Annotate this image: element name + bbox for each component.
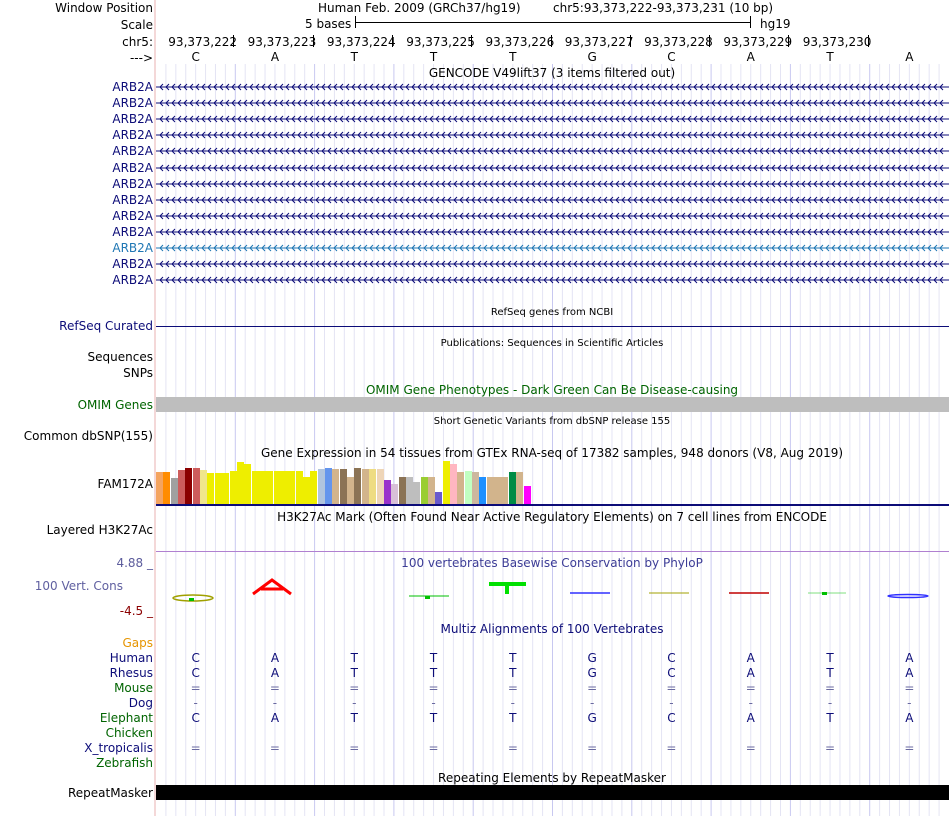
- multiz-base: T: [826, 711, 834, 725]
- multiz-base: G: [587, 666, 597, 680]
- gencode-title: GENCODE V49lift37 (3 items filtered out): [428, 66, 676, 80]
- gtex-tissue-bar[interactable]: [281, 471, 288, 504]
- gencode-item-label[interactable]: ARB2A: [112, 241, 153, 255]
- gencode-item-line[interactable]: [156, 257, 949, 271]
- publications-snps-label[interactable]: SNPs: [123, 366, 153, 380]
- gtex-tissue-bar[interactable]: [524, 486, 531, 504]
- multiz-base: T: [429, 651, 438, 665]
- gtex-tissue-bar[interactable]: [421, 477, 428, 504]
- repeatmasker-label[interactable]: RepeatMasker: [67, 786, 153, 800]
- phylop-mark-3-bar: [425, 596, 430, 599]
- gtex-tissue-bar[interactable]: [509, 472, 516, 504]
- scale-bar: [355, 22, 751, 23]
- omim-gene-bar[interactable]: [156, 397, 949, 412]
- multiz-base: =: [904, 681, 915, 695]
- multiz-base: T: [509, 711, 517, 725]
- gtex-tissue-bar[interactable]: [325, 468, 332, 504]
- scale-text: 5 bases: [305, 17, 352, 31]
- gtex-tissue-bar[interactable]: [244, 464, 251, 504]
- gtex-tissue-bar[interactable]: [465, 471, 472, 504]
- gtex-tissue-bar[interactable]: [516, 472, 523, 504]
- reference-base: T: [429, 50, 438, 64]
- phylop-max-label: 4.88 _: [116, 556, 153, 570]
- gtex-tissue-bar[interactable]: [156, 472, 163, 504]
- multiz-base: -: [272, 696, 278, 710]
- gtex-tissue-bar[interactable]: [332, 469, 339, 504]
- gtex-tissue-bar[interactable]: [215, 473, 222, 504]
- gtex-tissue-bar[interactable]: [413, 482, 420, 504]
- scale-label: Scale: [120, 18, 153, 32]
- gencode-item-label[interactable]: ARB2A: [112, 273, 153, 288]
- gencode-item-label[interactable]: ARB2A: [112, 176, 153, 191]
- multiz-base: A: [270, 711, 280, 725]
- gencode-item-line[interactable]: [156, 128, 949, 142]
- multiz-base: T: [429, 711, 438, 725]
- position-tick-label: 93,373,225: [406, 35, 475, 49]
- position-tick-label: 93,373,228: [644, 35, 713, 49]
- gtex-tissue-bar[interactable]: [377, 469, 384, 504]
- multiz-base: =: [587, 681, 598, 695]
- multiz-base: T: [509, 651, 517, 665]
- assembly-text: Human Feb. 2009 (GRCh37/hg19): [318, 1, 521, 15]
- gencode-item-line[interactable]: [156, 225, 949, 239]
- gtex-tissue-bar[interactable]: [266, 471, 273, 504]
- gtex-tissue-bar[interactable]: [310, 471, 317, 504]
- gencode-item-label[interactable]: ARB2A: [112, 144, 153, 159]
- gtex-tissue-bar[interactable]: [230, 471, 237, 504]
- reference-base: C: [191, 50, 200, 64]
- gtex-title: Gene Expression in 54 tissues from GTEx RNA-seq of 17382 samples, 948 donors (V8, Aug 2019): [260, 446, 844, 460]
- multiz-base: -: [510, 696, 516, 710]
- multiz-base: -: [193, 696, 198, 710]
- multiz-base: T: [509, 666, 517, 680]
- multiz-base: T: [826, 651, 834, 665]
- publications-title: Publications: Sequences in Scientific Articles: [440, 338, 664, 349]
- position-tick: [551, 35, 552, 47]
- multiz-base: =: [587, 741, 598, 755]
- multiz-base: A: [905, 711, 914, 725]
- multiz-base: -: [352, 696, 357, 710]
- window-position-label: Window Position: [55, 1, 153, 15]
- strand-label: --->: [129, 51, 153, 65]
- multiz-base: C: [667, 711, 676, 725]
- multiz-base: =: [825, 681, 836, 695]
- multiz-base: A: [270, 651, 280, 665]
- position-tick: [868, 35, 869, 47]
- gencode-item-label[interactable]: ARB2A: [112, 128, 153, 143]
- multiz-base: C: [191, 666, 200, 680]
- gtex-tissue-bar[interactable]: [171, 478, 178, 504]
- gtex-tissue-bar[interactable]: [303, 477, 310, 504]
- multiz-base: A: [746, 666, 755, 680]
- multiz-species-label[interactable]: Rhesus: [109, 666, 153, 680]
- multiz-base: C: [191, 651, 200, 665]
- gtex-tissue-bar[interactable]: [193, 468, 200, 504]
- multiz-base: =: [190, 741, 201, 755]
- multiz-base: A: [746, 651, 755, 665]
- multiz-base: C: [667, 666, 676, 680]
- multiz-title: Multiz Alignments of 100 Vertebrates: [440, 622, 664, 636]
- gtex-tissue-bar[interactable]: [340, 469, 347, 504]
- gencode-item-label[interactable]: ARB2A: [112, 192, 153, 207]
- gtex-tissue-bar[interactable]: [185, 468, 192, 504]
- reference-base: T: [826, 50, 834, 64]
- repeatmasker-bar[interactable]: [156, 785, 949, 800]
- gencode-item-label[interactable]: ARB2A: [112, 96, 153, 111]
- reference-base: T: [509, 50, 517, 64]
- omim-label[interactable]: OMIM Genes: [77, 398, 153, 412]
- multiz-base: G: [587, 651, 597, 665]
- phylop-mark-9: [888, 595, 928, 598]
- multiz-base: C: [667, 651, 676, 665]
- multiz-base: A: [905, 651, 914, 665]
- dbsnp-title: Short Genetic Variants from dbSNP release 155: [433, 416, 671, 427]
- h3k27ac-label[interactable]: Layered H3K27Ac: [46, 523, 153, 537]
- gtex-tissue-bar[interactable]: [384, 480, 391, 504]
- multiz-base: =: [349, 681, 360, 695]
- gtex-tissue-bar[interactable]: [237, 462, 244, 504]
- gtex-tissue-bar[interactable]: [501, 477, 508, 504]
- gencode-item-label[interactable]: ARB2A: [112, 112, 153, 127]
- gtex-gene-line: [156, 504, 949, 506]
- position-tick: [788, 35, 789, 47]
- multiz-base: T: [350, 651, 358, 665]
- multiz-base: =: [507, 741, 518, 755]
- phylop-min-label: -4.5 _: [119, 604, 153, 618]
- gencode-item-line[interactable]: [156, 96, 949, 110]
- gencode-item-label[interactable]: ARB2A: [112, 80, 153, 94]
- multiz-base: -: [907, 696, 912, 710]
- reference-base: C: [667, 50, 676, 64]
- gtex-tissue-bar[interactable]: [479, 477, 486, 504]
- gencode-item-label[interactable]: ARB2A: [112, 224, 153, 239]
- multiz-base: -: [827, 696, 833, 710]
- gtex-tissue-bar[interactable]: [259, 471, 266, 504]
- gencode-item-label[interactable]: ARB2A: [112, 208, 153, 223]
- multiz-species-label[interactable]: Human: [109, 651, 153, 665]
- gtex-tissue-bar[interactable]: [274, 471, 281, 504]
- multiz-base: =: [190, 681, 201, 695]
- gtex-tissue-bar[interactable]: [406, 477, 413, 504]
- gtex-tissue-bar[interactable]: [435, 492, 442, 504]
- gtex-tissue-bar[interactable]: [318, 469, 325, 504]
- gtex-tissue-bar[interactable]: [391, 484, 398, 504]
- position-tick-label: 93,373,226: [485, 35, 555, 49]
- position-tick-label: 93,373,229: [723, 35, 793, 49]
- position-tick: [471, 35, 472, 47]
- gtex-tissue-bar[interactable]: [494, 477, 501, 504]
- gtex-label[interactable]: FAM172A: [97, 477, 153, 491]
- reference-base: G: [587, 50, 597, 64]
- repeatmasker-title: Repeating Elements by RepeatMasker: [438, 771, 666, 785]
- position-tick-label: 93,373,227: [564, 35, 634, 49]
- gtex-tissue-bar[interactable]: [354, 468, 361, 504]
- gtex-tissue-bar[interactable]: [399, 477, 406, 504]
- multiz-base: G: [587, 711, 597, 725]
- scale-bar-right-tick: [750, 16, 751, 28]
- gencode-item-line[interactable]: [156, 193, 949, 207]
- multiz-base: T: [350, 711, 358, 725]
- position-tick: [630, 35, 631, 47]
- h3k27ac-title: H3K27Ac Mark (Often Found Near Active Regulatory Elements) on 7 cell lines from ENCODE: [277, 510, 827, 524]
- multiz-base: -: [589, 696, 595, 710]
- reference-base: A: [270, 50, 280, 64]
- phylop-mark-8: [822, 592, 827, 595]
- multiz-species-label[interactable]: Zebrafish: [96, 756, 153, 770]
- position-tick: [392, 35, 393, 47]
- position-tick-label: 93,373,230: [802, 35, 872, 49]
- position-tick: [233, 35, 234, 47]
- gencode-item-line[interactable]: [156, 273, 949, 287]
- multiz-base: =: [666, 741, 677, 755]
- gencode-item-label[interactable]: ARB2A: [112, 160, 153, 175]
- gtex-tissue-bar[interactable]: [450, 464, 457, 504]
- gtex-tissue-bar[interactable]: [222, 473, 229, 504]
- gtex-tissue-bar[interactable]: [296, 471, 303, 504]
- publications-sequences-label[interactable]: Sequences: [87, 350, 153, 364]
- gtex-bar-chart[interactable]: [156, 460, 536, 504]
- reference-base: A: [746, 50, 755, 64]
- gtex-tissue-bar[interactable]: [443, 461, 450, 504]
- dbsnp-label[interactable]: Common dbSNP(155): [23, 429, 153, 443]
- phylop-plot[interactable]: [156, 570, 949, 610]
- gtex-tissue-bar[interactable]: [207, 473, 214, 504]
- multiz-base: =: [745, 681, 756, 695]
- scale-db: hg19: [760, 17, 791, 31]
- gtex-tissue-bar[interactable]: [362, 469, 369, 504]
- gencode-item-line[interactable]: [156, 241, 949, 255]
- multiz-base: T: [429, 666, 438, 680]
- gtex-tissue-bar[interactable]: [487, 477, 494, 504]
- gencode-item-line[interactable]: [156, 209, 949, 223]
- phylop-mark-1-bar: [189, 598, 194, 601]
- phylop-mark-4: [489, 584, 526, 594]
- gtex-tissue-bar[interactable]: [428, 477, 435, 504]
- position-tick-label: 93,373,222: [168, 35, 238, 49]
- refseq-gene-line[interactable]: [156, 326, 949, 327]
- gencode-item-line[interactable]: [156, 112, 949, 126]
- multiz-base: =: [269, 741, 280, 755]
- position-tick-label: 93,373,223: [247, 35, 317, 49]
- refseq-label[interactable]: RefSeq Curated: [59, 319, 153, 333]
- multiz-base: =: [428, 741, 439, 755]
- chrom-label: chr5:: [122, 35, 153, 49]
- multiz-base: =: [904, 741, 915, 755]
- multiz-base: -: [431, 696, 436, 710]
- gtex-tissue-bar[interactable]: [200, 470, 207, 504]
- phylop-mark-2: [253, 580, 291, 594]
- multiz-base: T: [350, 666, 358, 680]
- multiz-base: -: [669, 696, 674, 710]
- multiz-base: C: [191, 711, 200, 725]
- multiz-base: =: [349, 741, 360, 755]
- multiz-species-label[interactable]: Mouse: [114, 681, 153, 695]
- multiz-species-label[interactable]: Dog: [128, 696, 153, 710]
- multiz-base: A: [270, 666, 280, 680]
- gencode-item-line[interactable]: [156, 177, 949, 191]
- gtex-tissue-bar[interactable]: [369, 469, 376, 504]
- position-tick: [709, 35, 710, 47]
- gtex-tissue-bar[interactable]: [472, 472, 479, 504]
- multiz-base: A: [905, 666, 914, 680]
- multiz-base: -: [748, 696, 753, 710]
- multiz-species-label[interactable]: Elephant: [99, 711, 153, 725]
- gtex-tissue-bar[interactable]: [252, 471, 259, 504]
- region-text: chr5:93,373,222-93,373,231 (10 bp): [553, 1, 774, 15]
- multiz-base: =: [428, 681, 439, 695]
- gencode-item-label[interactable]: ARB2A: [112, 257, 153, 272]
- multiz-species-label[interactable]: X_tropicalis: [84, 741, 153, 755]
- multiz-base: A: [746, 711, 755, 725]
- gtex-tissue-bar[interactable]: [178, 470, 185, 504]
- gtex-tissue-bar[interactable]: [457, 472, 464, 504]
- multiz-base: T: [826, 666, 834, 680]
- reference-base: A: [905, 50, 914, 64]
- multiz-base: =: [269, 681, 280, 695]
- phylop-label[interactable]: 100 Vert. Cons: [34, 579, 123, 593]
- reference-base: T: [350, 50, 358, 64]
- gtex-tissue-bar[interactable]: [288, 471, 295, 504]
- multiz-species-label[interactable]: Chicken: [105, 726, 153, 740]
- gaps-label[interactable]: Gaps: [122, 636, 153, 650]
- position-tick: [313, 35, 314, 47]
- gtex-tissue-bar[interactable]: [163, 472, 170, 504]
- position-tick-label: 93,373,224: [326, 35, 396, 49]
- omim-title: OMIM Gene Phenotypes - Dark Green Can Be Disease-causing: [365, 383, 739, 397]
- phylop-title: 100 vertebrates Basewise Conservation by PhyloP: [401, 556, 703, 570]
- gtex-tissue-bar[interactable]: [347, 477, 354, 504]
- multiz-base: =: [745, 741, 756, 755]
- refseq-title: RefSeq genes from NCBI: [490, 307, 614, 318]
- gencode-item-line[interactable]: [156, 144, 949, 158]
- multiz-base: =: [507, 681, 518, 695]
- multiz-base: =: [825, 741, 836, 755]
- gencode-item-line[interactable]: [156, 80, 949, 94]
- multiz-base: =: [666, 681, 677, 695]
- gencode-item-line[interactable]: [156, 161, 949, 175]
- h3k27ac-baseline: [156, 551, 949, 552]
